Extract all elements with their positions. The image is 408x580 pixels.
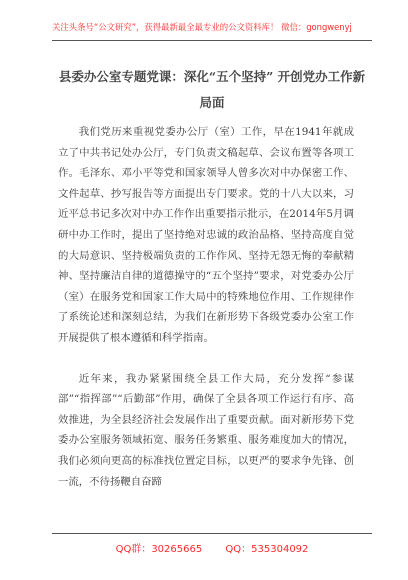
footer-divider bbox=[52, 533, 372, 534]
footer-qq-group: QQ群：30265665 bbox=[115, 544, 203, 555]
header-divider bbox=[52, 40, 372, 41]
footer-contact bbox=[52, 540, 372, 555]
document-body bbox=[58, 122, 354, 512]
header-note: 关注头条号“公文研究”，获得最新最全最专业的公文资料库！ 微信：gongwenyj bbox=[52, 22, 352, 32]
title-line-2: 局面 bbox=[199, 95, 225, 110]
paragraph-2: 近年来，我办紧紧围绕全县工作大局，充分发挥“参谋部”“指挥部”“后勤部”作用，确保了全县各项工作运行有序、高效推进，为全县经济社会发展作出了重要贡献。面对新形势下党委办公室服务领域拓宽、服务任务繁重、服务难度加大的情况，我们必须向更高的标准找位置定目标，以更严的要求争先锋、创一流，不待扬鞭自奋蹄 bbox=[58, 372, 354, 488]
footer-qq: QQ：535304092 bbox=[225, 544, 309, 555]
document-title bbox=[52, 64, 372, 116]
title-line-1: 县委办公室专题党课：深化“五个坚持” 开创党办工作新 bbox=[58, 69, 366, 84]
paragraph-1: 我们党历来重视党委办公厅（室）工作，早在1941年就成立了中共书记处办公厅，专门负责文稿起草、会议布置等各项工作。毛泽东、邓小平等党和国家领导人曾多次对中办保密工作、文件起草、抄写报告等方面提出专门要求。党的十八大以来，习近平总书记多次对中办工作作出重要指示批示，在2014年5月调研中办工作时，提出了坚持绝对忠诚的政治品格、坚持高度自觉的大局意识、坚持极端负责的工作作风、坚持无怨无悔的奉献精神、坚持廉洁自律的道德操守的“五个坚持”要求，对党委办公厅（室）在服务党和国家工作大局中的特殊地位作用、工作规律作了系统论述和深刻总结，为我们在新形势下各级党委办公室工作开展提供了根本遵循和科学指南。 bbox=[58, 126, 354, 344]
